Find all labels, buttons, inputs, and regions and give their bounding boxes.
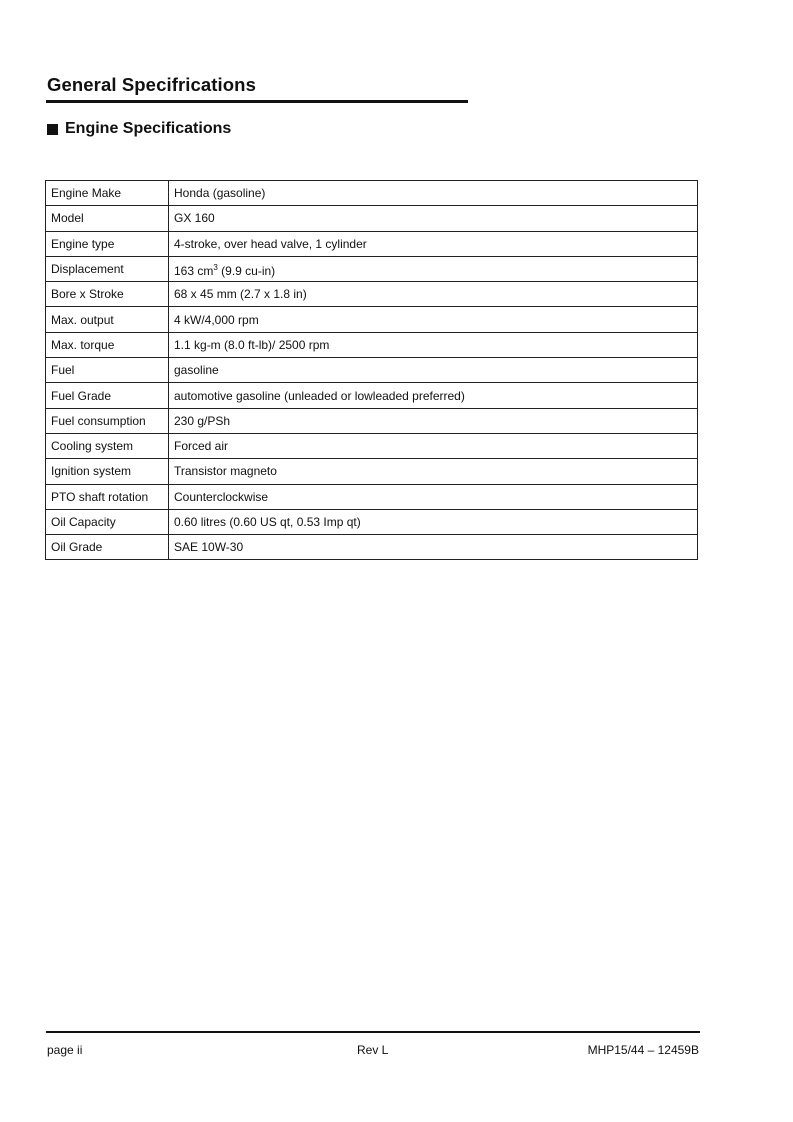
spec-value: Honda (gasoline) xyxy=(169,181,698,206)
spec-label: Engine type xyxy=(46,231,169,256)
table-row xyxy=(46,383,698,408)
footer-doc-number: MHP15/44 – 12459B xyxy=(587,1043,699,1057)
spec-value xyxy=(169,256,698,281)
footer-page-number: page ii xyxy=(47,1043,83,1057)
spec-value: 68 x 45 mm (2.7 x 1.8 in) xyxy=(169,282,698,307)
table-row xyxy=(46,459,698,484)
spec-label: Displacement xyxy=(46,256,169,281)
table-row xyxy=(46,358,698,383)
table-row xyxy=(46,307,698,332)
section-heading xyxy=(47,120,231,138)
spec-value: automotive gasoline (unleaded or lowleaded preferred) xyxy=(169,383,698,408)
table-row xyxy=(46,332,698,357)
table-row xyxy=(46,282,698,307)
table-row xyxy=(46,509,698,534)
table-row xyxy=(46,535,698,560)
spec-label: Fuel xyxy=(46,358,169,383)
spec-value: Transistor magneto xyxy=(169,459,698,484)
table-row xyxy=(46,231,698,256)
section-heading-label: Engine Specifications xyxy=(65,120,232,137)
spec-label: Fuel Grade xyxy=(46,383,169,408)
table-row xyxy=(46,206,698,231)
table-row xyxy=(46,256,698,281)
spec-value: 0.60 litres (0.60 US qt, 0.53 Imp qt) xyxy=(169,509,698,534)
spec-value: SAE 10W-30 xyxy=(169,535,698,560)
spec-value: Forced air xyxy=(169,433,698,458)
spec-label: Oil Grade xyxy=(46,535,169,560)
table-row xyxy=(46,408,698,433)
spec-label: Oil Capacity xyxy=(46,509,169,534)
spec-value: GX 160 xyxy=(169,206,698,231)
table-row xyxy=(46,181,698,206)
displacement-value: 163 cm xyxy=(174,263,214,278)
spec-value: gasoline xyxy=(169,358,698,383)
footer-revision: Rev L xyxy=(357,1043,389,1057)
spec-value: 1.1 kg-m (8.0 ft-lb)/ 2500 rpm xyxy=(169,332,698,357)
spec-label: Max. output xyxy=(46,307,169,332)
spec-label: Bore x Stroke xyxy=(46,282,169,307)
spec-label: Model xyxy=(46,206,169,231)
table-row xyxy=(46,484,698,509)
spec-label: PTO shaft rotation xyxy=(46,484,169,509)
spec-label: Engine Make xyxy=(46,181,169,206)
spec-label: Max. torque xyxy=(46,332,169,357)
spec-label: Cooling system xyxy=(46,433,169,458)
spec-label: Ignition system xyxy=(46,459,169,484)
displacement-imperial: (9.9 cu-in) xyxy=(217,263,276,278)
spec-value: 4 kW/4,000 rpm xyxy=(169,307,698,332)
page-title: General Specifrications xyxy=(47,74,256,95)
title-underline xyxy=(46,100,468,103)
spec-value: 230 g/PSh xyxy=(169,408,698,433)
spec-label: Fuel consumption xyxy=(46,408,169,433)
table-row xyxy=(46,433,698,458)
superscript-cubed: 3 xyxy=(213,262,218,272)
spec-value: Counterclockwise xyxy=(169,484,698,509)
square-bullet-icon xyxy=(47,124,58,135)
footer-rule xyxy=(46,1031,700,1033)
spec-value: 4-stroke, over head valve, 1 cylinder xyxy=(169,231,698,256)
engine-specs-table xyxy=(45,180,698,560)
